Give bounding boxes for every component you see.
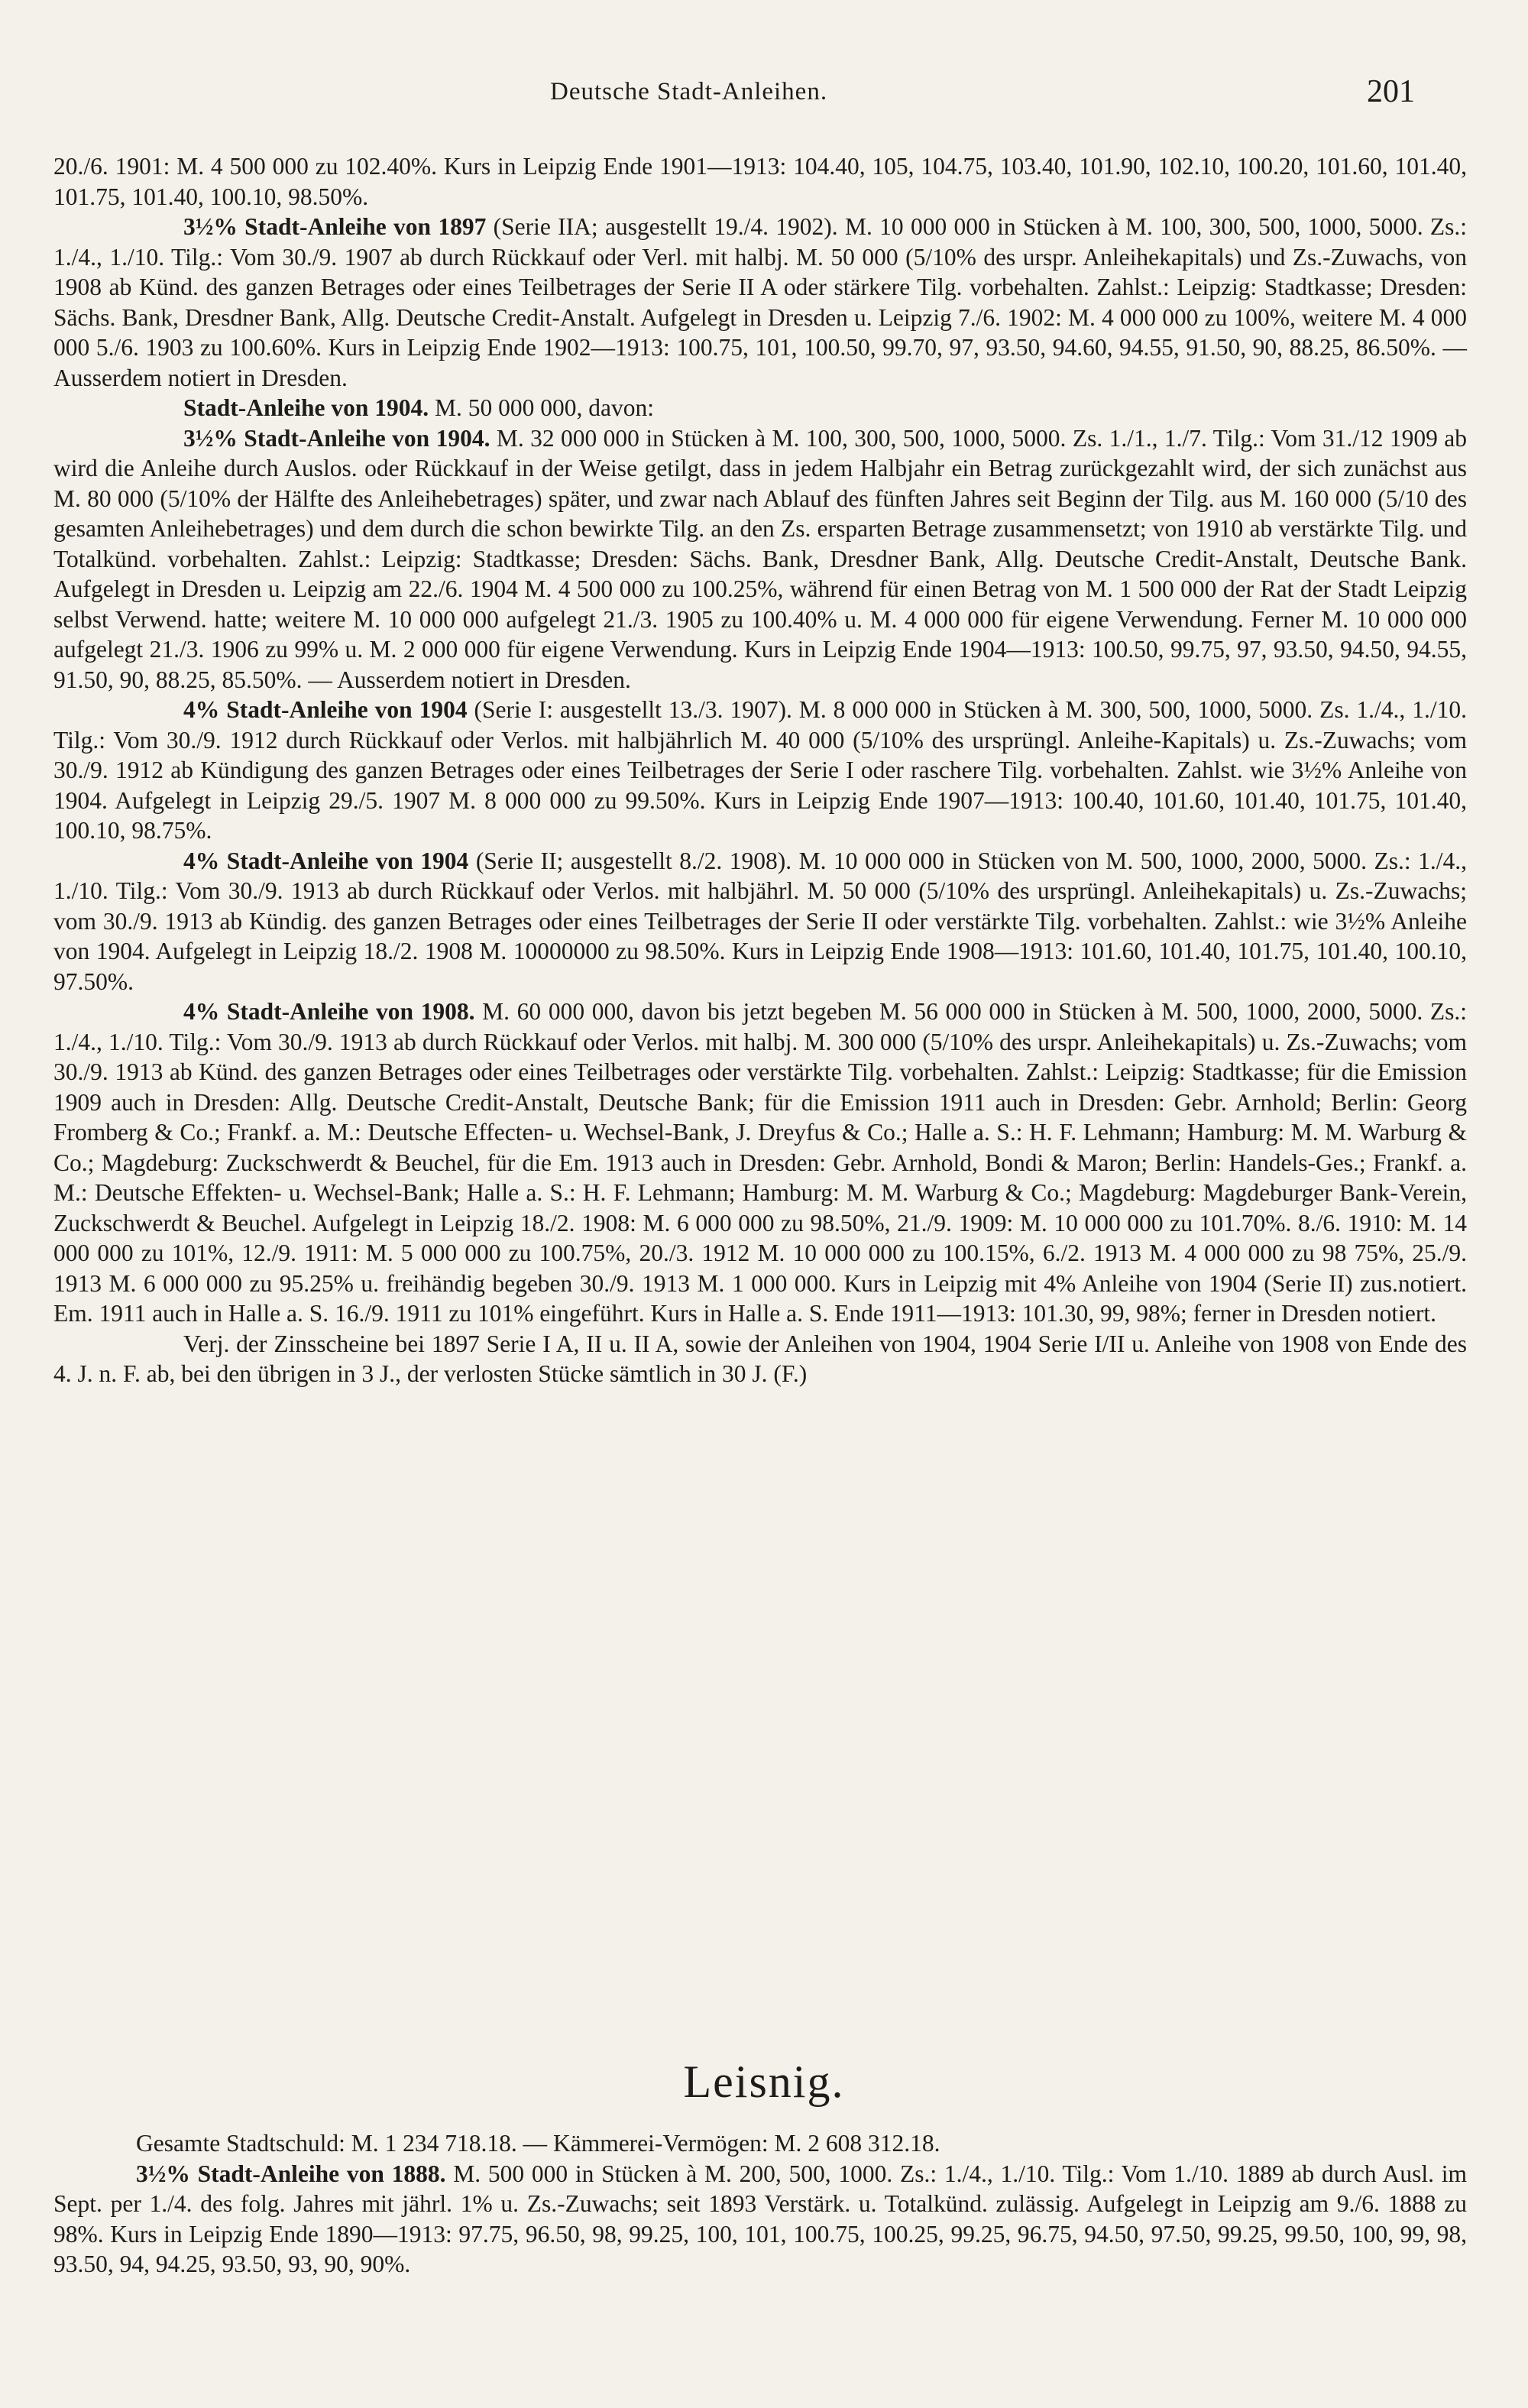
paragraph-p1: 20./6. 1901: M. 4 500 000 zu 102.40%. Kurs in Leipzig Ende 1901—1913: 104.40, 105, 104.75, 103.40, 101.90, 102.10, 100.20, 101.60, 101.40, 101.75, 101.40, 100.10, 98.50%. xyxy=(53,153,1467,210)
paragraph-p5: 4% Stadt-Anleihe von 1904 (Serie I: ausgestellt 13./3. 1907). M. 8 000 000 in Stücken à M. 300, 500, 1000, 5000. Zs. 1./4., 1./10. Tilg.: Vom 30./9. 1912 durch Rückkauf oder Verlos. mit halbjährlich M. 40 000 (5/10% des ursprüngl. Anleihe-Kapitals) u. Zs.-Zuwachs; vom 30./9. 1912 ab Kündigung des ganzen Betrages oder eines Teilbetrages der Serie I oder raschere Tilg. vorbehalten. Zahlst. wie 3½% Anleihe von 1904. Aufgelegt in Leipzig 29./5. 1907 M. 8 000 000 zu 99.50%. Kurs in Leipzig Ende 1907—1913: 100.40, 101.60, 101.40, 101.75, 101.40, 100.10, 98.75%. xyxy=(53,696,1467,844)
bond-heading: 4% Stadt-Anleihe von 1904 xyxy=(183,696,468,723)
page-number: 201 xyxy=(1367,74,1415,109)
paragraph-p6: 4% Stadt-Anleihe von 1904 (Serie II; ausgestellt 8./2. 1908). M. 10 000 000 in Stücken von M. 500, 1000, 2000, 5000. Zs.: 1./4., 1./10. Tilg.: Vom 30./9. 1913 ab durch Rückkauf oder Verlos. mit halbjährl. M. 50 000 (5/10% des ursprüngl. Anleihekapitals) u. Zs.-Zuwachs; vom 30./9. 1913 ab Kündig. des ganzen Betrages oder eines Teilbetrages der Serie II oder verstärkte Tilg. vorbehalten. Zahlst.: wie 3½% Anleihe von 1904. Aufgelegt in Leipzig 18./2. 1908 M. 10000000 zu 98.50%. Kurs in Leipzig Ende 1908—1913: 101.60, 101.40, 101.75, 101.40, 100.10, 97.50%. xyxy=(53,847,1467,995)
section-paragraph-s2: 3½% Stadt-Anleihe von 1888. M. 500 000 in Stücken à M. 200, 500, 1000. Zs.: 1./4., 1./10. Tilg.: Vom 1./10. 1889 ab durch Ausl. im Sept. per 1./4. des folg. Jahres mit jährl. 1% u. Zs.-Zuwachs; seit 1893 Verstärk. u. Totalkünd. zulässig. Aufgelegt in Leipzig am 9./6. 1888 zu 98%. Kurs in Leipzig Ende 1890—1913: 97.75, 96.50, 98, 99.25, 100, 101, 100.75, 100.25, 99.25, 96.75, 94.50, 97.50, 99.25, 99.50, 100, 99, 98, 93.50, 94, 94.25, 93.50, 93, 90, 90%. xyxy=(53,2160,1468,2277)
paragraph-p7: 4% Stadt-Anleihe von 1908. M. 60 000 000, davon bis jetzt begeben M. 56 000 000 in Stücken à M. 500, 1000, 2000, 5000. Zs.: 1./4., 1./10. Tilg.: Vom 30./9. 1913 ab durch Rückkauf oder Verlos. mit halbj. M. 300 000 (5/10% des urspr. Anleihekapitals) u. Zs.-Zuwachs; vom 30./9. 1913 ab Künd. des ganzen Betrages oder eines Teilbetrages oder verstärkte Tilg. vorbehalten. Zahlst.: Leipzig: Stadtkasse; für die Emission 1909 auch in Dresden: Allg. Deutsche Credit-Anstalt, Deutsche Bank; für die Emission 1911 auch in Dresden: Gebr. Arnhold; Berlin: Georg Fromberg & Co.; Frankf. a. M.: Deutsche Effecten- u. Wechsel-Bank, J. Dreyfus & Co.; Halle a. S.: H. F. Lehmann; Hamburg: M. M. Warburg & Co.; Magdeburg: Zuckschwerdt & Beuchel, für die Em. 1913 auch in Dresden: Gebr. Arnhold, Bondi & Maron; Berlin: Handels-Ges.; Frankf. a. M.: Deutsche Effekten- u. Wechsel-Bank; Halle a. S.: H. F. Lehmann; Hamburg: M. M. Warburg & Co.; Magdeburg: Magdeburger Bank-Verein, Zuckschwerdt & Beuchel. Aufgelegt in Leipzig 18./2. 1908: M. 6 000 000 zu 98.50%, 21./9. 1909: M. 10 000 000 zu 101.70%. 8./6. 1910: M. 14 000 000 zu 101%, 12./9. 1911: M. 5 000 000 zu 100.75%, 20./3. 1912 M. 10 000 000 zu 100.15%, 6./2. 1913 M. 4 000 000 zu 98 75%, 25./9. 1913 M. 6 000 000 zu 95.25% u. freihändig begeben 30./9. 1913 M. 1 000 000. Kurs in Leipzig mit 4% Anleihe von 1904 (Serie II) zus.notiert. Em. 1911 auch in Halle a. S. 16./9. 1911 zu 101% eingeführt. Kurs in Halle a. S. Ende 1911—1913: 101.30, 99, 98%; ferner in Dresden notiert. xyxy=(53,998,1467,1327)
section-title: Leisnig. xyxy=(683,2056,845,2107)
bond-heading: 3½% Stadt-Anleihe von 1888. xyxy=(136,2160,446,2187)
running-header xyxy=(0,73,1528,119)
paragraph-p3: Stadt-Anleihe von 1904. M. 50 000 000, davon: xyxy=(183,394,655,421)
main-body xyxy=(53,151,1467,1389)
section-body xyxy=(53,2128,1467,2280)
bond-heading: 4% Stadt-Anleihe von 1908. xyxy=(183,998,475,1025)
paragraph-p8: Verj. der Zinsscheine bei 1897 Serie I A, II u. II A, sowie der Anleihen von 1904, 1904 Serie I/II u. Anleihe von 1908 von Ende des 4. J. n. F. ab, bei den übrigen in 3 J., der verlosten Stücke sämtlich in 30 J. (F.) xyxy=(53,1330,1467,1387)
header-title: Deutsche Stadt-Anleihen. xyxy=(550,78,828,105)
bond-heading: Stadt-Anleihe von 1904. xyxy=(183,394,429,421)
paragraph-p2: 3½% Stadt-Anleihe von 1897 (Serie IIA; ausgestellt 19./4. 1902). M. 10 000 000 in Stücken à M. 100, 300, 500, 1000, 5000. Zs.: 1./4., 1./10. Tilg.: Vom 30./9. 1907 ab durch Rückkauf oder Verl. mit halbj. M. 50 000 (5/10% des urspr. Anleihekapitals) und Zs.-Zuwachs, von 1908 ab Künd. des ganzen Betrages oder eines Teilbetrages der Serie II A oder stärkere Tilg. vorbehalten. Zahlst.: Leipzig: Stadtkasse; Dresden: Sächs. Bank, Dresdner Bank, Allg. Deutsche Credit-Anstalt. Aufgelegt in Dresden u. Leipzig 7./6. 1902: M. 4 000 000 zu 100%, weitere M. 4 000 000 5./6. 1903 zu 100.60%. Kurs in Leipzig Ende 1902—1913: 100.75, 101, 100.50, 99.70, 97, 93.50, 94.60, 94.55, 91.50, 90, 88.25, 86.50%. — Ausserdem notiert in Dresden. xyxy=(53,213,1468,391)
bond-heading: 3½% Stadt-Anleihe von 1904. xyxy=(183,424,490,452)
section-paragraph-s1: Gesamte Stadtschuld: M. 1 234 718.18. — Kämmerei-Vermögen: M. 2 608 312.18. xyxy=(136,2130,940,2157)
bond-heading: 3½% Stadt-Anleihe von 1897 xyxy=(183,213,487,240)
bond-heading: 4% Stadt-Anleihe von 1904 xyxy=(183,847,469,874)
paragraph-p4: 3½% Stadt-Anleihe von 1904. M. 32 000 000 in Stücken à M. 100, 300, 500, 1000, 5000. Zs. 1./1., 1./7. Tilg.: Vom 31./12 1909 ab wird die Anleihe durch Auslos. oder Rückkauf in der Weise getilgt, dass in jedem Halbjahr ein Betrag zurückgezahlt wird, der sich zunächst aus M. 80 000 (5/10% der Hälfte des Anleihebetrages) später, und zwar nach Ablauf des fünften Jahres seit Beginn der Tilg. aus M. 160 000 (5/10 des gesamten Anleihebetrages) und dem durch die schon bewirkte Tilg. an den Zs. ersparten Betrage zusammensetzt; von 1910 ab verstärkte Tilg. und Totalkünd. vorbehalten. Zahlst.: Leipzig: Stadtkasse; Dresden: Sächs. Bank, Dresdner Bank, Allg. Deutsche Credit-Anstalt, Deutsche Bank. Aufgelegt in Dresden u. Leipzig am 22./6. 1904 M. 4 500 000 zu 100.25%, während für einen Betrag von M. 1 500 000 der Rat der Stadt Leipzig selbst Verwend. hatte; weitere M. 10 000 000 aufgelegt 21./3. 1905 zu 100.40% u. M. 4 000 000 für eigene Verwendung. Ferner M. 10 000 000 aufgelegt 21./3. 1906 zu 99% u. M. 2 000 000 für eigene Verwendung. Kurs in Leipzig Ende 1904—1913: 100.50, 99.75, 97, 93.50, 94.50, 94.55, 91.50, 90, 88.25, 85.50%. — Ausserdem notiert in Dresden. xyxy=(53,424,1467,693)
